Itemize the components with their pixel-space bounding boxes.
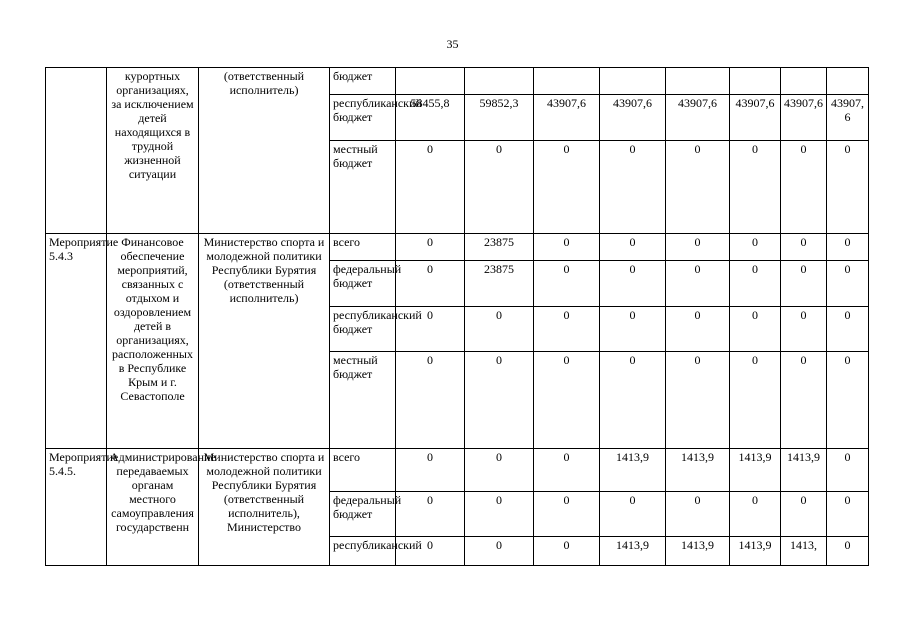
event-code-cell (46, 68, 107, 234)
value-cell: 0 (600, 234, 666, 261)
funding-source-cell: федеральный бюджет (330, 492, 396, 537)
value-cell: 0 (730, 352, 781, 449)
table-row (46, 68, 869, 95)
event-code-cell: Мероприятие 5.4.3 (46, 234, 107, 449)
value-cell (781, 68, 827, 95)
value-cell: 0 (465, 352, 534, 449)
event-name-cell: Финансовое обеспечение мероприятий, связанных с отдыхом и оздоровлением детей в организациях, расположенных в Республике Крым и г. Севастополе (107, 234, 199, 449)
value-cell: 0 (827, 307, 869, 352)
value-cell: 0 (396, 261, 465, 307)
value-cell: 1413,9 (781, 449, 827, 492)
value-cell: 0 (534, 141, 600, 234)
value-cell: 0 (534, 307, 600, 352)
value-cell: 0 (396, 537, 465, 566)
value-cell: 1413,9 (666, 449, 730, 492)
value-cell: 0 (730, 307, 781, 352)
event-executor-cell: Министерство спорта и молодежной политики Республики Бурятия (ответственный исполнитель), Министерство (199, 449, 330, 566)
value-cell: 0 (666, 352, 730, 449)
value-cell: 0 (666, 141, 730, 234)
table-row (46, 449, 869, 492)
value-cell: 0 (781, 141, 827, 234)
funding-source-cell: республиканский бюджет (330, 95, 396, 141)
value-cell: 0 (730, 492, 781, 537)
value-cell: 0 (827, 537, 869, 566)
value-cell: 43907,6 (666, 95, 730, 141)
value-cell: 1413, (781, 537, 827, 566)
value-cell: 0 (781, 352, 827, 449)
value-cell: 0 (600, 141, 666, 234)
value-cell: 0 (465, 141, 534, 234)
value-cell (534, 68, 600, 95)
value-cell: 43907,6 (600, 95, 666, 141)
value-cell: 0 (600, 261, 666, 307)
event-name-cell: Администрирование передаваемых органам местного самоуправления государственн (107, 449, 199, 566)
value-cell: 0 (465, 449, 534, 492)
value-cell: 1413,9 (600, 449, 666, 492)
value-cell: 0 (730, 261, 781, 307)
value-cell: 0 (600, 307, 666, 352)
value-cell: 0 (534, 492, 600, 537)
funding-source-cell: республиканский (330, 537, 396, 566)
value-cell: 23875 (465, 234, 534, 261)
value-cell: 0 (730, 141, 781, 234)
value-cell: 0 (534, 234, 600, 261)
value-cell: 1413,9 (730, 449, 781, 492)
value-cell: 1413,9 (600, 537, 666, 566)
value-cell: 0 (396, 141, 465, 234)
value-cell (396, 68, 465, 95)
value-cell: 0 (465, 537, 534, 566)
funding-source-cell: республиканский бюджет (330, 307, 396, 352)
value-cell (666, 68, 730, 95)
value-cell: 0 (730, 234, 781, 261)
funding-source-cell: местный бюджет (330, 141, 396, 234)
value-cell: 0 (827, 141, 869, 234)
event-code-cell: Мероприятие 5.4.5. (46, 449, 107, 566)
value-cell: 0 (465, 492, 534, 537)
value-cell: 0 (396, 449, 465, 492)
funding-source-cell: бюджет (330, 68, 396, 95)
event-executor-cell: Министерство спорта и молодежной политики Республики Бурятия (ответственный исполнитель) (199, 234, 330, 449)
value-cell (827, 68, 869, 95)
value-cell: 0 (827, 449, 869, 492)
value-cell (730, 68, 781, 95)
value-cell: 0 (396, 307, 465, 352)
value-cell: 59852,3 (465, 95, 534, 141)
value-cell: 0 (827, 352, 869, 449)
value-cell: 43907,6 (730, 95, 781, 141)
value-cell: 58455,8 (396, 95, 465, 141)
value-cell: 0 (600, 492, 666, 537)
value-cell: 0 (534, 449, 600, 492)
value-cell (465, 68, 534, 95)
budget-table (45, 67, 869, 566)
value-cell: 0 (396, 352, 465, 449)
value-cell: 0 (827, 261, 869, 307)
value-cell: 0 (465, 307, 534, 352)
value-cell: 0 (827, 492, 869, 537)
value-cell: 0 (781, 234, 827, 261)
value-cell: 43907,6 (827, 95, 869, 141)
value-cell: 1413,9 (730, 537, 781, 566)
value-cell: 0 (781, 261, 827, 307)
funding-source-cell: местный бюджет (330, 352, 396, 449)
value-cell: 0 (396, 234, 465, 261)
value-cell: 0 (534, 352, 600, 449)
value-cell: 0 (781, 307, 827, 352)
value-cell: 43907,6 (534, 95, 600, 141)
page-number: 35 (446, 37, 459, 51)
value-cell: 0 (827, 234, 869, 261)
value-cell: 1413,9 (666, 537, 730, 566)
value-cell: 23875 (465, 261, 534, 307)
table-row (46, 234, 869, 261)
value-cell: 0 (534, 261, 600, 307)
event-executor-cell: (ответственный исполнитель) (199, 68, 330, 234)
funding-source-cell: всего (330, 449, 396, 492)
value-cell: 0 (534, 537, 600, 566)
event-name-cell: курортных организациях, за исключением детей находящихся в трудной жизненной ситуации (107, 68, 199, 234)
value-cell: 43907,6 (781, 95, 827, 141)
value-cell: 0 (666, 261, 730, 307)
funding-source-cell: федеральный бюджет (330, 261, 396, 307)
value-cell: 0 (600, 352, 666, 449)
value-cell: 0 (781, 492, 827, 537)
value-cell: 0 (666, 492, 730, 537)
value-cell: 0 (666, 234, 730, 261)
value-cell: 0 (666, 307, 730, 352)
funding-source-cell: всего (330, 234, 396, 261)
value-cell (600, 68, 666, 95)
value-cell: 0 (396, 492, 465, 537)
